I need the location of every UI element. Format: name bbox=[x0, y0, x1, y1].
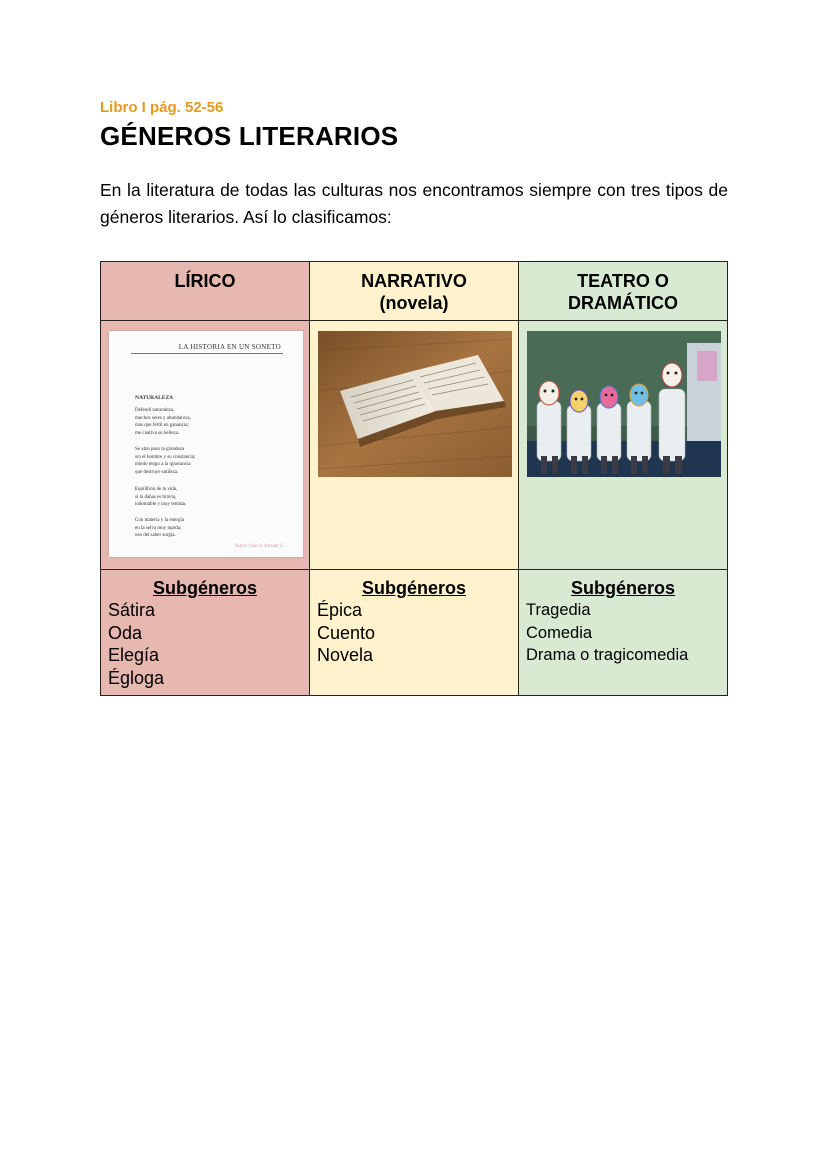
poem-line: que destruye sutileza. bbox=[135, 469, 179, 475]
poem-author: Autor: Iván S. Anzuar U. bbox=[234, 544, 285, 549]
list-item: Cuento bbox=[317, 622, 376, 643]
list-item: Tragedia bbox=[526, 601, 591, 619]
cell-lirico-subgenres bbox=[101, 570, 310, 696]
page-title: GÉNEROS LITERARIOS bbox=[100, 121, 399, 151]
header-narrativo-line2: (novela) bbox=[379, 293, 449, 313]
subgenres-list bbox=[519, 599, 727, 667]
subgenres-list bbox=[310, 599, 518, 667]
header-lirico bbox=[101, 262, 310, 321]
poem-title: NATURALEZA bbox=[135, 395, 174, 401]
cell-narrativo-image bbox=[310, 321, 519, 570]
header-narrativo bbox=[310, 262, 519, 321]
poem-line: sin el hombre y su constancia; bbox=[135, 454, 196, 460]
poem-line: Con materia y la energía bbox=[135, 518, 185, 523]
poem-line: Defendí naturaleza, bbox=[135, 408, 175, 413]
poem-stanza bbox=[135, 517, 184, 540]
poem-stanza bbox=[135, 446, 195, 476]
poem-line: Equilibrio de la vida, bbox=[135, 487, 178, 492]
list-item: Elegía bbox=[108, 645, 160, 665]
sonnet-page-image bbox=[109, 331, 303, 557]
list-item: Drama o tragicomedia bbox=[526, 646, 689, 664]
sonnet-page-title: LA HISTORIA EN UN SONETO bbox=[178, 343, 281, 351]
header-teatro bbox=[519, 262, 728, 321]
list-item: Épica bbox=[317, 600, 363, 620]
poem-line: oso del saber surgía. bbox=[135, 533, 176, 538]
poem-line: en la selva muy tupida; bbox=[135, 525, 182, 531]
children-masks-image bbox=[527, 331, 727, 482]
book-reference: Libro I pág. 52-56 bbox=[100, 99, 224, 116]
poem-stanza bbox=[135, 407, 191, 437]
poem-line: me cautiva su belleza. bbox=[135, 430, 180, 436]
list-item: Oda bbox=[108, 622, 143, 643]
list-item: Sátira bbox=[108, 600, 156, 620]
document-page bbox=[100, 98, 728, 231]
subgenres-row bbox=[101, 570, 728, 696]
cell-teatro-image bbox=[519, 321, 728, 570]
poem-line: muchos seres y abundancia, bbox=[135, 415, 191, 421]
header-row bbox=[101, 262, 728, 321]
header-lirico-label: LÍRICO bbox=[174, 271, 236, 291]
header-narrativo-line1: NARRATIVO bbox=[361, 271, 467, 291]
poem-line: si la dañas es bravía, bbox=[135, 494, 177, 500]
header-teatro-line2: DRAMÁTICO bbox=[568, 293, 678, 313]
intro-paragraph: En la literatura de todas las culturas nos encontramos siempre con tres tipos de géneros literarios. Así lo clasificamos: bbox=[100, 180, 728, 227]
cell-teatro-subgenres bbox=[519, 570, 728, 696]
poem-line: indomable y muy temida. bbox=[135, 502, 187, 507]
open-book-image bbox=[318, 331, 518, 482]
header-teatro-line1: TEATRO O bbox=[577, 271, 669, 291]
divider bbox=[131, 353, 283, 354]
poem-line: Se alzo paso la grandeza bbox=[135, 447, 185, 452]
subgenres-heading: Subgéneros bbox=[570, 578, 676, 598]
list-item: Égloga bbox=[108, 667, 165, 688]
subgenres-heading: Subgéneros bbox=[152, 578, 258, 598]
subgenres-list bbox=[101, 599, 309, 689]
subgenres-heading: Subgéneros bbox=[361, 578, 467, 598]
image-row bbox=[101, 321, 728, 570]
cell-lirico-image bbox=[101, 321, 310, 570]
poem-stanza bbox=[135, 486, 186, 509]
poem-line: miedo tengo a la ignorancia bbox=[135, 462, 191, 467]
list-item: Comedia bbox=[526, 623, 593, 642]
poem-line: más que fértil en ganancia; bbox=[135, 423, 189, 428]
list-item: Novela bbox=[317, 645, 374, 665]
genres-table bbox=[100, 261, 728, 696]
cell-narrativo-subgenres bbox=[310, 570, 519, 696]
